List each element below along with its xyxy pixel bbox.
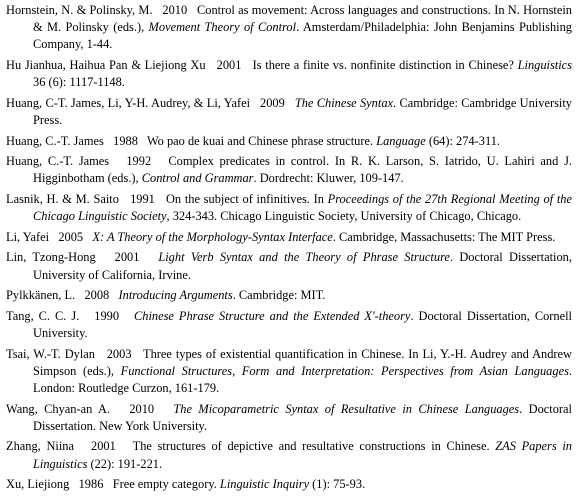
reference-entry (6, 287, 572, 304)
reference-title: The Chinese Syntax (294, 95, 394, 110)
reference-title: X: A Theory of the Morphology-Syntax Interface (92, 229, 333, 244)
reference-text: . Cambridge: MIT. (232, 288, 326, 303)
reference-entry (6, 401, 576, 435)
reference-entry (6, 57, 576, 91)
reference-text: Huang, C.-T. James 1992 Complex predicates in control. In R. K. Larson, S. Iatrido, U. Lahiri and J. Higginbotham (eds.), (6, 154, 576, 186)
reference-text: (1): 75-93. (309, 477, 366, 492)
reference-text: Zhang, Niina 2001 The structures of depictive and resultative constructions in Chinese. (6, 439, 496, 454)
reference-entry (6, 2, 576, 54)
reference-text: . Amsterdam/Philadelphia: John Benjamins Publishing Company, 1-44. (33, 20, 576, 52)
reference-text: Tsai, W.-T. Dylan 2003 Three types of existential quantification in Chinese. In Li, Y.-H. Audrey and Andrew Simpson (eds.), (6, 346, 576, 378)
reference-title: Linguistic Inquiry (219, 477, 310, 492)
reference-text: Huang, C.-T. James 1988 Wo pao de kuai and Chinese phrase structure. (6, 133, 377, 148)
reference-text: Li, Yafei 2005 (6, 229, 93, 244)
reference-text: Wang, Chyan-an A. 2010 (6, 401, 174, 416)
reference-text: . Doctoral Dissertation. New York University. (33, 401, 576, 433)
reference-entry (6, 191, 576, 225)
reference-entry (6, 438, 576, 472)
reference-entry (6, 249, 576, 283)
reference-text: . Cambridge, Massachusetts: The MIT Press. (332, 229, 556, 244)
reference-entry (6, 346, 576, 398)
reference-text: 36 (6): 1117-1148. (33, 58, 576, 90)
reference-text: (22): 191-221. (87, 456, 163, 471)
reference-title: The Micoparametric Syntax of Resultative in Chinese Languages (173, 401, 520, 416)
reference-text: Lin, Tzong-Hong 2001 (6, 250, 159, 265)
reference-entry (6, 308, 576, 342)
reference-title: Chinese Phrase Structure and the Extended X'-theory (134, 308, 411, 323)
reference-entry (6, 153, 576, 187)
reference-title: Control and Grammar (141, 171, 254, 186)
reference-text: Huang, C-T. James, Li, Y-H. Audrey, & Li, Yafei 2009 (6, 95, 295, 110)
reference-title: Functional Structures, Form and Interpretation: Perspectives from Asian Languages (120, 363, 569, 378)
reference-text: (64): 274-311. (425, 133, 500, 148)
reference-text: Pylkkänen, L. 2008 (6, 288, 119, 303)
reference-title: Movement Theory of Control (148, 20, 297, 35)
reference-text: , 324-343. Chicago Linguistic Society, University of Chicago, Chicago. (166, 209, 522, 224)
reference-text: Xu, Liejiong 1986 Free empty category. (6, 477, 220, 492)
reference-text: Hu Jianhua, Haihua Pan & Liejiong Xu 2001 Is there a finite vs. nonfinite distinction in Chinese? (6, 58, 518, 72)
reference-text: Tang, C. C. J. 1990 (6, 308, 135, 323)
reference-entry (6, 95, 576, 129)
reference-title: Proceedings of the 27th Regional Meeting of the Chicago Linguistic Society (33, 191, 576, 224)
reference-text: . Cambridge: Cambridge University Press. (33, 95, 576, 127)
reference-text: Lasnik, H. & M. Saito 1991 On the subject of infinitives. In (6, 191, 328, 206)
reference-text: Hornstein, N. & Polinsky, M. 2010 Control as movement: Across languages and constructions. In N. Hornstein & M. Polinsky (eds.), (6, 3, 576, 35)
reference-entry (6, 229, 572, 246)
reference-text: . London: Routledge Curzon, 161-179. (33, 363, 576, 395)
reference-text: . Doctoral Dissertation, Cornell University. (33, 308, 576, 340)
reference-text: . Doctoral Dissertation, University of California, Irvine. (33, 250, 576, 282)
reference-title: Linguistics (517, 58, 572, 72)
reference-title: Light Verb Syntax and the Theory of Phrase Structure (158, 250, 450, 265)
reference-title: Language (376, 133, 426, 148)
reference-list (6, 2, 576, 497)
reference-title: Introducing Arguments (118, 288, 233, 303)
reference-entry (6, 133, 572, 150)
reference-text: . Dordrecht: Kluwer, 109-147. (253, 171, 404, 186)
reference-title: ZAS Papers in Linguistics (33, 439, 576, 471)
reference-entry (6, 476, 572, 493)
